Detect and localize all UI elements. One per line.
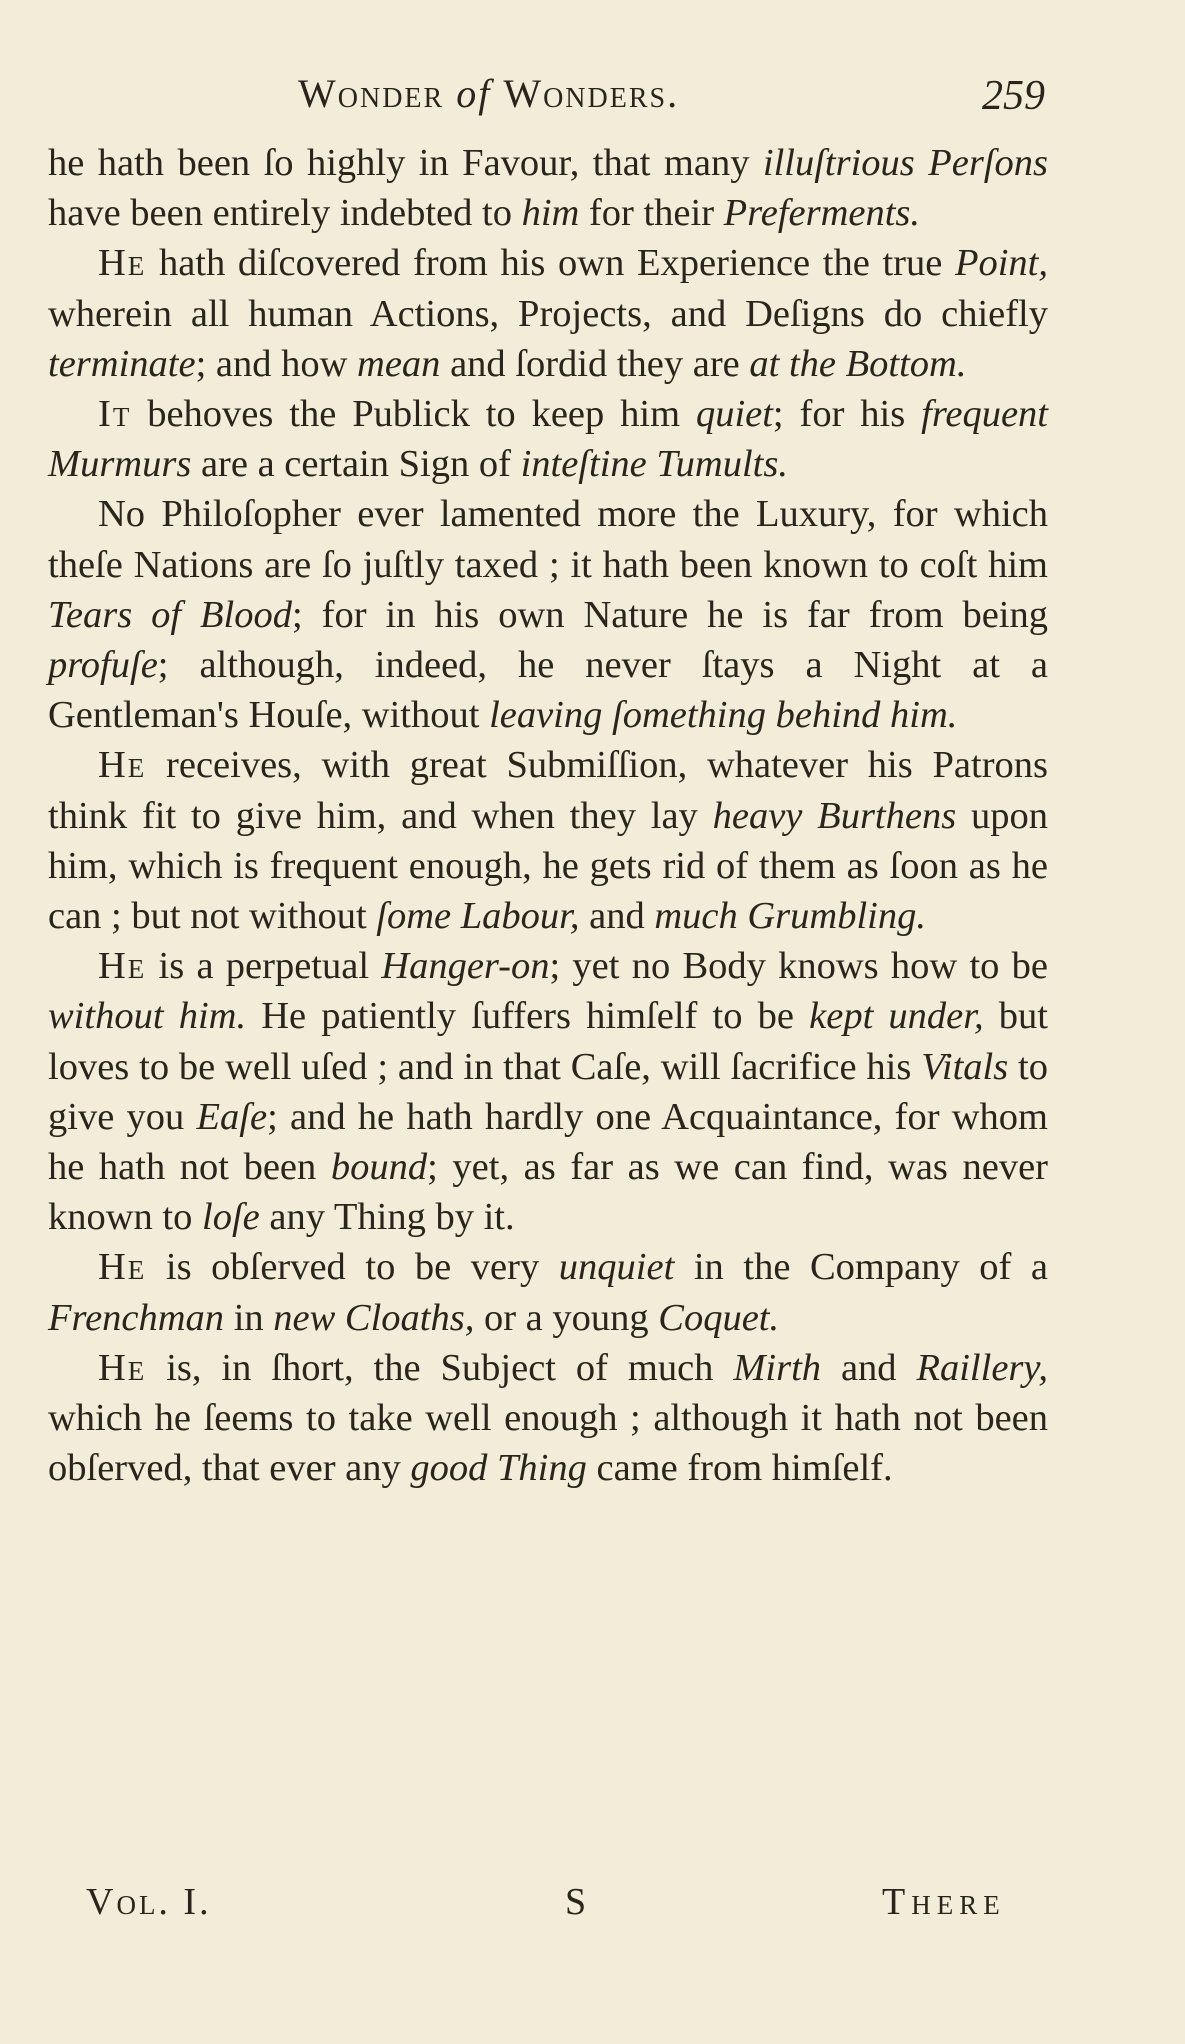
text-run: behoves the Publick to keep him (131, 393, 696, 436)
page-footer (0, 1880, 1185, 1930)
italic-text: new Cloaths, (273, 1296, 475, 1339)
text-run: are a certain Sign of (191, 443, 521, 486)
text-run: ; and how (195, 342, 358, 385)
text-run: is, in ſhort, the Subject of much (146, 1346, 734, 1389)
paragraph (48, 138, 1048, 238)
signature-mark: S (565, 1881, 589, 1923)
small-caps-text: He (98, 1246, 147, 1289)
text-run: which he ſeems to take well enough ; although it hath not been obſerved, that ever any (48, 1397, 1048, 1490)
italic-text: Coquet. (658, 1296, 780, 1339)
italic-text: at the Bottom. (749, 342, 967, 385)
paragraph (48, 389, 1048, 489)
text-run: hath diſcovered from his own Experience the true (146, 242, 955, 285)
text-run: and (579, 895, 655, 938)
text-run: or a young (474, 1296, 659, 1339)
small-caps-text: He (98, 1346, 147, 1389)
italic-text: heavy Burthens (712, 794, 957, 837)
catchword: There (882, 1881, 1006, 1923)
italic-text: mean (357, 342, 441, 385)
small-caps-text: He (98, 945, 147, 988)
text-run: is obſerved to be very (146, 1246, 559, 1289)
italic-text: Preferments. (723, 192, 921, 235)
italic-text: leaving ſomething behind him. (489, 694, 958, 737)
italic-text: inteſtine Tumults. (520, 443, 788, 486)
text-run: in the Company of a (674, 1246, 1048, 1289)
text-run: ; and he hath hardly one Acquaintance, for whom he hath not been (48, 1095, 1048, 1189)
paragraph (48, 941, 1048, 1242)
text-run: receives, with great Submiſſion, whatever his Patrons think fit to give him, and when they lay (48, 744, 1048, 837)
paragraph (48, 238, 1048, 389)
text-run: No Philoſopher ever lamented more the Luxury, for which theſe Nations are ſo juſtly taxed ; it hath been known to coſt him (48, 493, 1048, 586)
text-run: in (224, 1296, 274, 1339)
text-run: he hath been ſo highly in Favour, that many (48, 142, 763, 184)
text-run: ; although, indeed, he never ſtays a Night at a Gentleman's Houſe, without (48, 644, 1048, 737)
italic-text: Eaſe (196, 1095, 268, 1138)
italic-text: Vitals (921, 1045, 1009, 1088)
italic-text: ſome Labour, (376, 895, 580, 938)
italic-text: bound (330, 1146, 428, 1189)
running-title-of: of (444, 71, 504, 116)
italic-text: Raillery, (916, 1346, 1048, 1389)
italic-text: loſe (202, 1196, 260, 1239)
volume-signature: Vol. I. (86, 1881, 212, 1923)
text-run: any Thing by it. (259, 1196, 515, 1239)
italic-text: terminate (48, 342, 196, 385)
text-run: and ſordid they are (440, 342, 750, 385)
page-number: 259 (982, 73, 1045, 119)
italic-text: profuſe (48, 644, 158, 687)
italic-text: Tears of Blood (48, 593, 292, 636)
italic-text: much Grumbling. (654, 895, 926, 938)
italic-text: Point, (954, 242, 1048, 285)
paragraph (48, 1343, 1048, 1494)
italic-text: unquiet (558, 1246, 675, 1289)
paragraph (48, 1242, 1048, 1342)
text-run: for their (579, 192, 724, 235)
text-run: but loves to be well uſed ; and in that Caſe, will ſacrifice his (48, 995, 1048, 1088)
running-title (298, 70, 679, 117)
text-run: and (821, 1346, 917, 1389)
running-title-part: Wonder (298, 71, 445, 116)
paragraph (48, 740, 1048, 941)
page-header (0, 62, 1185, 122)
small-caps-text: He (98, 744, 147, 787)
text-run: have been entirely indebted to (48, 192, 522, 235)
text-run: is a perpetual (146, 945, 382, 988)
small-caps-text: He (98, 242, 147, 285)
running-title-part: Wonders. (503, 71, 680, 116)
text-run: ; for his (772, 393, 922, 436)
italic-text: illuſtrious Perſons (762, 142, 1048, 184)
text-run: upon him, which is frequent enough, he gets rid of them as ſoon as he can ; but not without (48, 794, 1049, 938)
text-run: came from himſelf. (586, 1447, 893, 1490)
body-text (48, 138, 1048, 1493)
text-run: to give you (48, 1045, 1048, 1138)
italic-text: him (521, 192, 580, 235)
text-run: ; yet, as far as we can find, was never known to (48, 1146, 1049, 1239)
italic-text: Hanger-on (381, 945, 550, 988)
italic-text: quiet (695, 393, 773, 436)
italic-text: Frenchman (48, 1296, 225, 1339)
small-caps-text: It (98, 393, 132, 436)
paragraph (48, 489, 1048, 740)
italic-text: without him. (48, 995, 247, 1038)
italic-text: good Thing (410, 1447, 587, 1490)
text-run: ; for in his own Nature he is far from being (291, 593, 1049, 636)
italic-text: Mirth (733, 1346, 822, 1389)
italic-text: kept under, (809, 995, 984, 1038)
italic-text: frequent Murmurs (48, 393, 1048, 486)
text-run: ; yet no Body knows how to be (549, 945, 1048, 988)
text-run: wherein all human Actions, Projects, and Deſigns do chiefly (48, 292, 1048, 335)
text-run: He patiently ſuffers himſelf to be (246, 995, 810, 1038)
